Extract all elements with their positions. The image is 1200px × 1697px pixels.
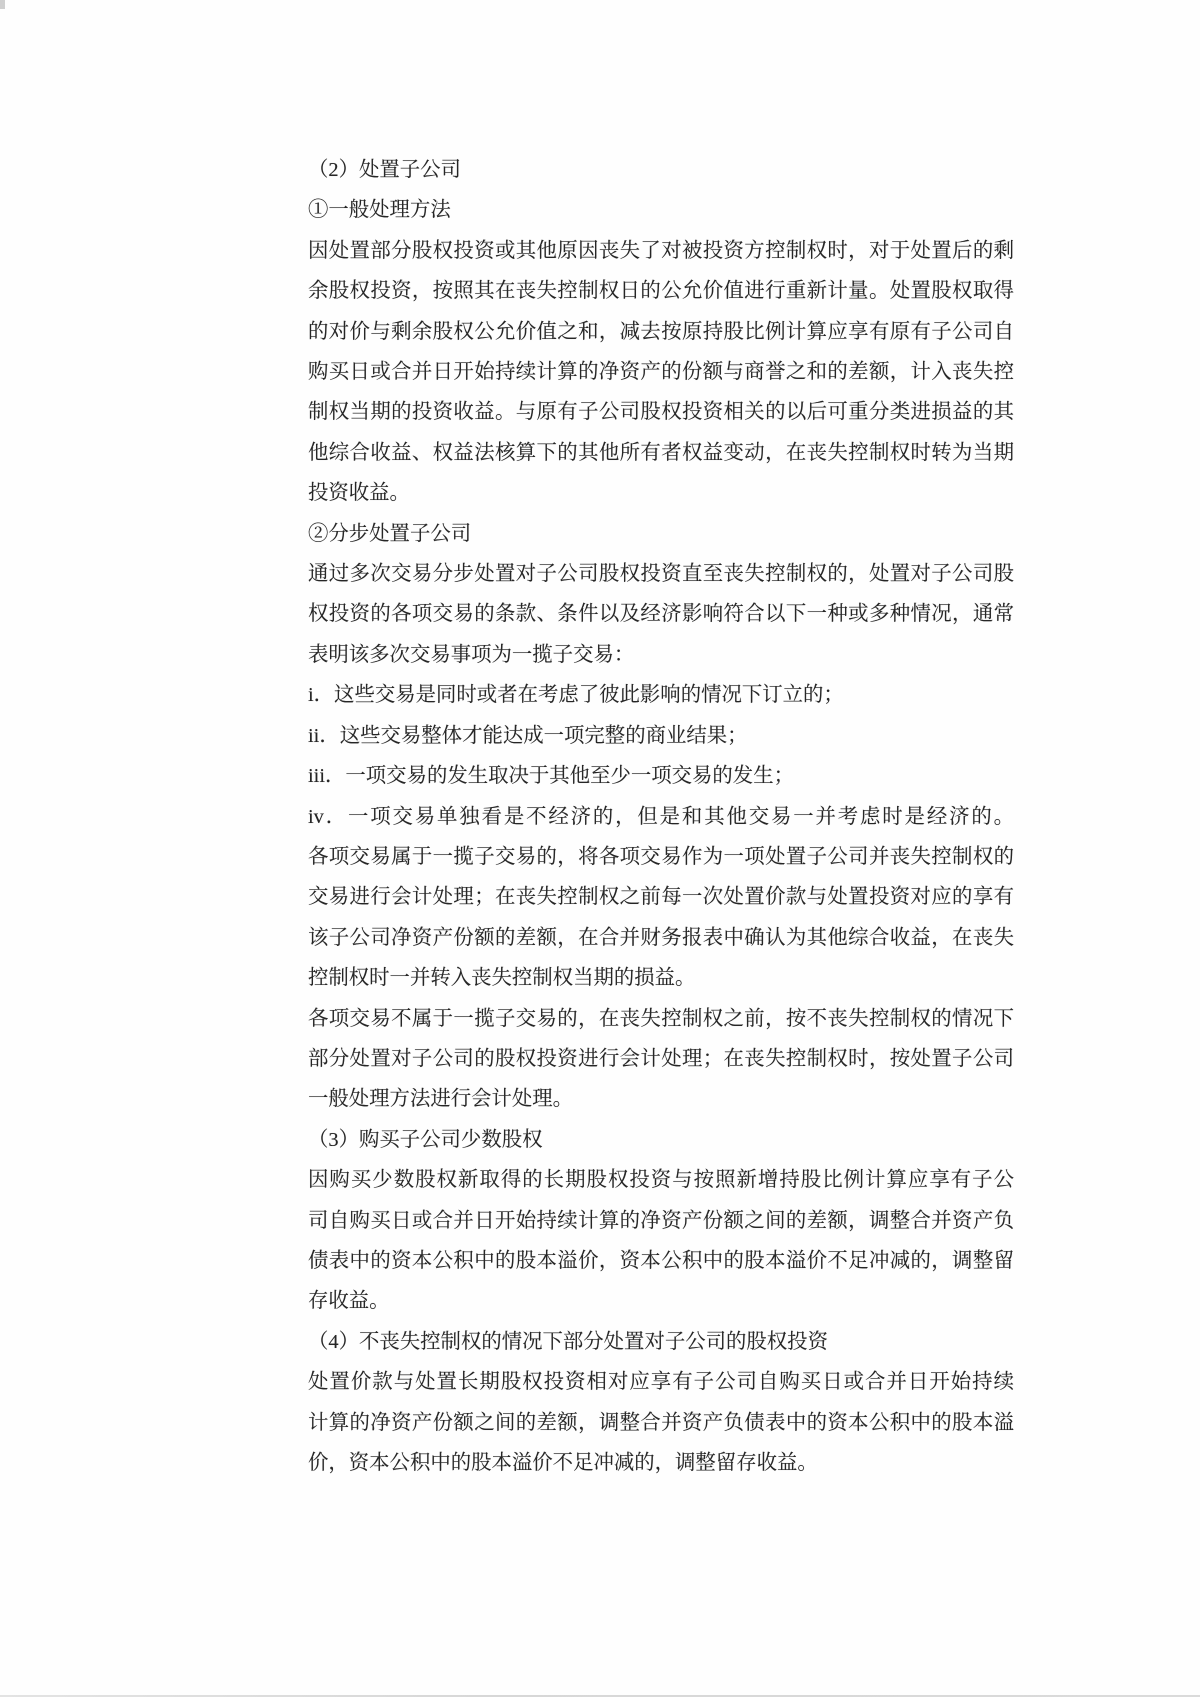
body-line: 购买日或合并日开始持续计算的净资产的份额与商誉之和的差额，计入丧失控: [308, 361, 1014, 384]
list-item-i: i．这些交易是同时或者在考虑了彼此影响的情况下订立的；: [308, 684, 844, 707]
body-line: 该子公司净资产份额的差额，在合并财务报表中确认为其他综合收益，在丧失: [308, 926, 1014, 949]
list-item-iv: iv．一项交易单独看是不经济的，但是和其他交易一并考虑时是经济的。: [308, 805, 1014, 828]
body-line: 处置价款与处置长期股权投资相对应享有子公司自购买日或合并日开始持续: [308, 1371, 1014, 1394]
list-item-ii: ii．这些交易整体才能达成一项完整的商业结果；: [308, 724, 748, 747]
body-line: 一般处理方法进行会计处理。: [308, 1088, 574, 1111]
body-line: 投资收益。: [308, 482, 410, 505]
body-line: 的对价与剩余股权公允价值之和，减去按原持股比例计算应享有原有子公司自: [308, 320, 1014, 343]
section-heading-4: （4）不丧失控制权的情况下部分处置对子公司的股权投资: [308, 1330, 828, 1353]
body-line: 各项交易属于一揽子交易的，将各项交易作为一项处置子公司并丧失控制权的: [308, 845, 1014, 868]
body-line: 价，资本公积中的股本溢价不足冲减的，调整留存收益。: [308, 1452, 818, 1474]
body-line: 控制权时一并转入丧失控制权当期的损益。: [308, 967, 696, 990]
body-line: 因购买少数股权新取得的长期股权投资与按照新增持股比例计算应享有子公: [308, 1169, 1014, 1192]
body-line: 权投资的各项交易的条款、条件以及经济影响符合以下一种或多种情况，通常: [308, 603, 1014, 626]
section-heading-3: （3）购买子公司少数股权: [308, 1128, 543, 1151]
list-item-iii: iii．一项交易的发生取决于其他至少一项交易的发生；: [308, 765, 794, 788]
body-line: 债表中的资本公积中的股本溢价，资本公积中的股本溢价不足冲减的，调整留: [308, 1249, 1014, 1272]
body-line: 部分处置对子公司的股权投资进行会计处理；在丧失控制权时，按处置子公司: [308, 1047, 1014, 1070]
body-line: 计算的净资产份额之间的差额，调整合并资产负债表中的资本公积中的股本溢: [308, 1411, 1014, 1434]
document-text-block: [308, 150, 1014, 1483]
body-line: 他综合收益、权益法核算下的其他所有者权益变动，在丧失控制权时转为当期: [308, 441, 1014, 464]
body-line: 表明该多次交易事项为一揽子交易：: [308, 643, 635, 666]
sub-heading-2: ②分步处置子公司: [308, 522, 472, 545]
sub-heading-1: ①一般处理方法: [308, 199, 451, 222]
body-line: 因处置部分股权投资或其他原因丧失了对被投资方控制权时，对于处置后的剩: [308, 239, 1014, 262]
body-line: 制权当期的投资收益。与原有子公司股权投资相关的以后可重分类进损益的其: [308, 401, 1014, 424]
body-line: 通过多次交易分步处置对子公司股权投资直至丧失控制权的，处置对子公司股: [308, 563, 1014, 586]
body-line: 余股权投资，按照其在丧失控制权日的公允价值进行重新计量。处置股权取得: [308, 280, 1014, 303]
scan-corner-artifact: [0, 0, 5, 9]
body-line: 交易进行会计处理；在丧失控制权之前每一次处置价款与处置投资对应的享有: [308, 886, 1014, 909]
section-heading-2: （2）处置子公司: [308, 159, 461, 181]
body-line: 各项交易不属于一揽子交易的，在丧失控制权之前，按不丧失控制权的情况下: [308, 1007, 1014, 1030]
body-line: 存收益。: [308, 1290, 390, 1313]
body-line: 司自购买日或合并日开始持续计算的净资产份额之间的差额，调整合并资产负: [308, 1209, 1014, 1232]
